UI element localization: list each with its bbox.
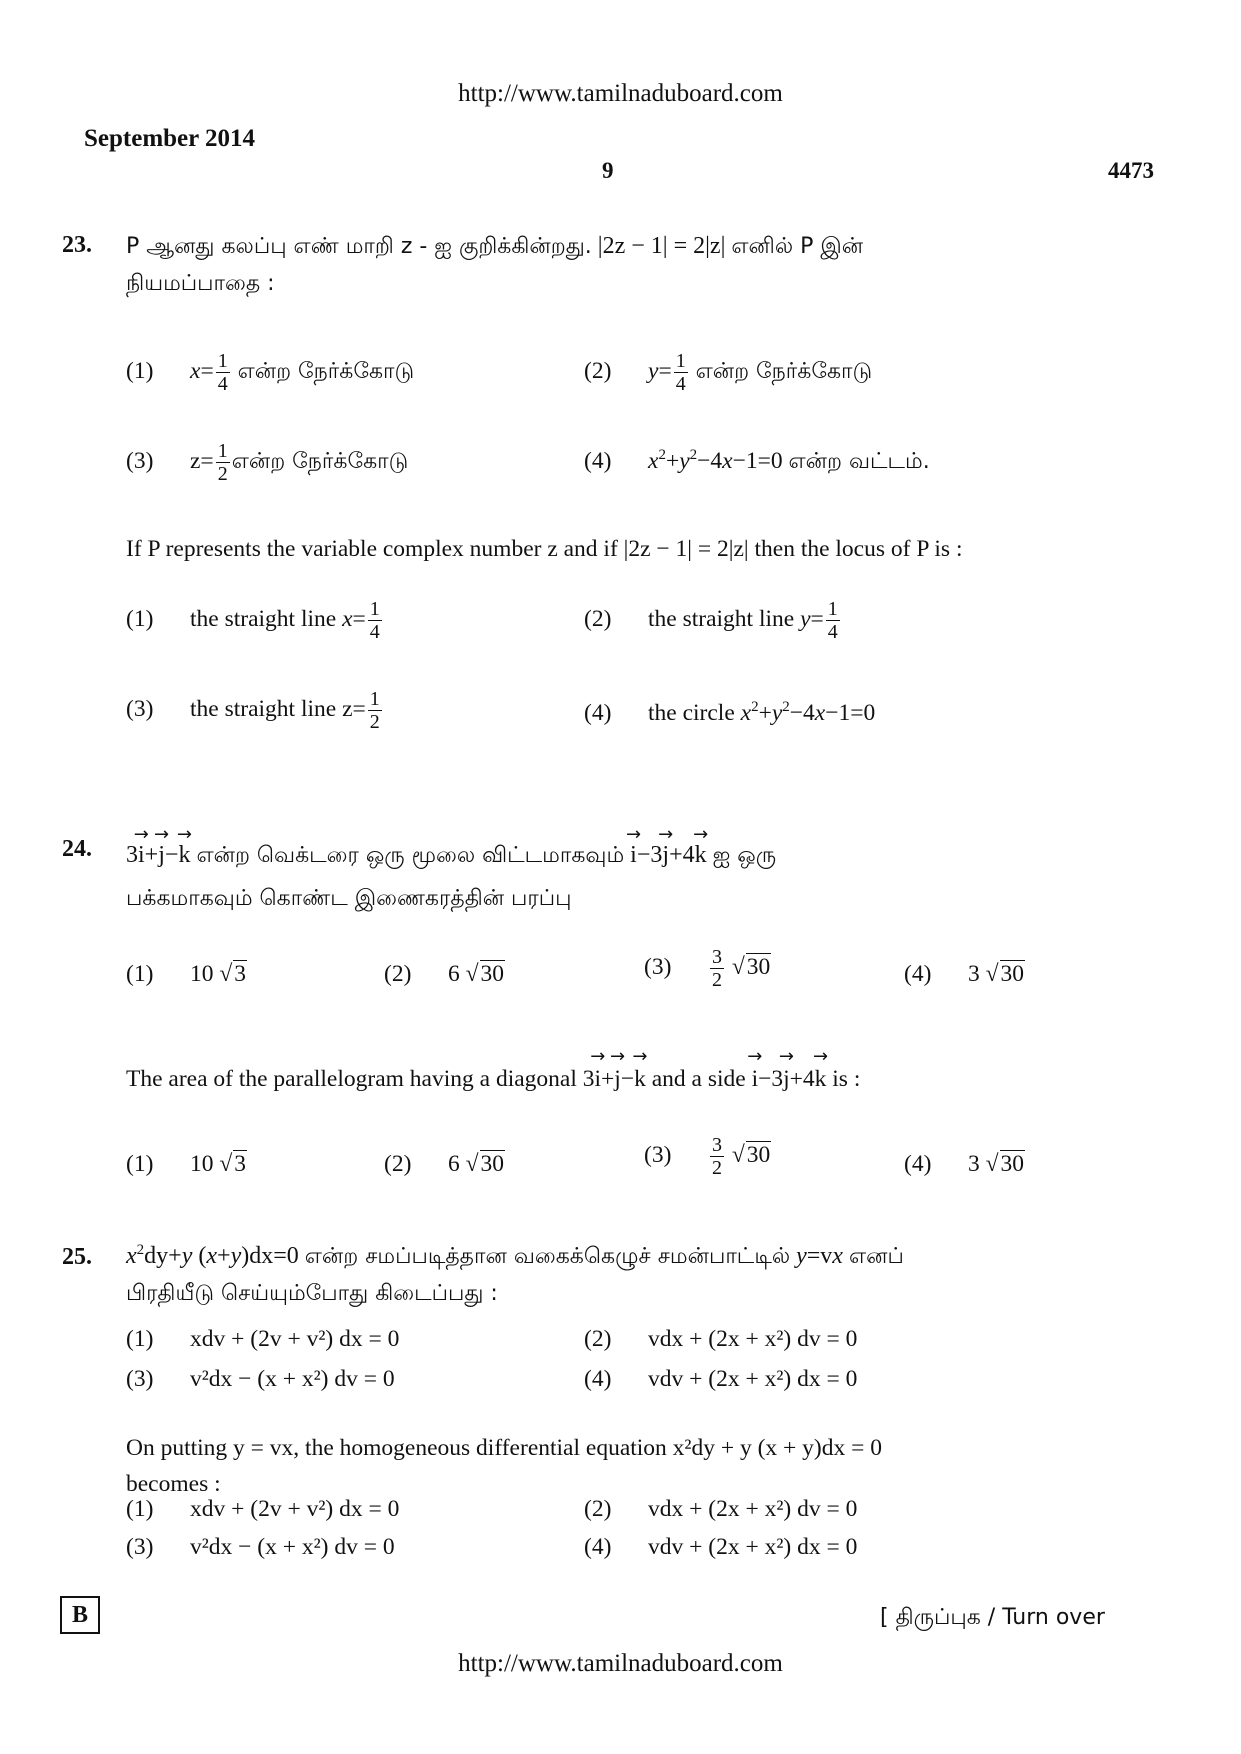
q23-tamil-pre: P ஆனது கலப்பு எண் மாறி z - ஐ குறிக்கின்றது. [126,234,592,259]
q25-english-option-2: (2) vdx + (2x + x²) dv = 0 [584,1496,858,1522]
q23-tamil-option-1: (1) x= $\frac{1}{4}$ என்ற நேர்க்கோடு [126,350,415,395]
q24-tamil-option-3: (3) $\frac{3}{2}$ √30 [644,946,771,991]
q25-english-option-3: (3) v²dx − (x + x²) dv = 0 [126,1534,395,1560]
q24-english-option-4: (4) 3 √30 [904,1151,1025,1177]
q23-english-option-3: (3) the straight line z= $\frac{1}{2}$ [126,688,380,733]
turn-over-note: [ திருப்புக / Turn over [880,1605,1105,1630]
q25-english-option-1: (1) xdv + (2v + v²) dx = 0 [126,1496,400,1522]
q23-english-stem: If P represents the variable complex number z and if |2z − 1| = 2|z| then the locus of P is : [126,536,963,562]
page-number: 9 [602,158,614,183]
q23-tamil-option-4: (4) $x^2+y^2-4x-1=0$ என்ற வட்டம். [584,447,930,474]
q25-tamil-option-2: (2) vdx + (2x + x²) dv = 0 [584,1326,858,1352]
q23-english-option-1: (1) the straight line x= $\frac{1}{4}$ [126,598,380,643]
q25-tamil-option-3: (3) v²dx − (x + x²) dv = 0 [126,1366,395,1392]
q24-english-option-2: (2) 6 √30 [384,1151,505,1177]
q25-tamil-stem: $x^2dy+y$ (x+y)dx=0 என்ற சமப்படித்தான வகைக்கெழுச் சமன்பாட்டில் y=vx எனப் பிரதியீடு செய்யும்போது கிடைப்பது : [126,1242,904,1306]
q25-number: 25. [62,1244,92,1270]
q24-number: 24. [62,836,92,862]
q24-english-option-3: (3) $\frac{3}{2}$ √30 [644,1134,771,1179]
q24-tamil-stem: 3→ i+→ j−→ k என்ற வெக்டரை ஒரு மூலை விட்டமாகவும் → i−3→ j+4→ k ஐ ஒரு பக்கமாகவும் கொண்ட இணைகரத்தின் பரப்பு [126,830,1126,920]
q24-tamil-option-2: (2) 6 √30 [384,961,505,987]
q24-tamil-option-4: (4) 3 √30 [904,961,1025,987]
q23-tamil-option-3: (3) z= $\frac{1}{2}$ என்ற நேர்க்கோடு [126,440,409,485]
q23-tamil-option-2: (2) y= $\frac{1}{4}$ என்ற நேர்க்கோடு [584,350,873,395]
booklet-letter-box: B [60,1596,100,1634]
q23-tamil-cond: |2z − 1| = 2|z| [597,233,726,259]
q23-tamil-post: எனில் P இன் [731,234,864,259]
footer-url: http://www.tamilnaduboard.com [458,1650,783,1677]
q23-tamil-line2: நியமப்பாதை : [126,271,275,296]
q23-english-option-4: (4) the circle $x^2+y^2-4x-1=0$ [584,699,876,726]
q23-english-option-2: (2) the straight line y= $\frac{1}{4}$ [584,598,838,643]
header-url: http://www.tamilnaduboard.com [458,80,783,107]
q23-number: 23. [62,232,92,258]
q25-english-option-4: (4) vdv + (2x + x²) dx = 0 [584,1534,858,1560]
q24-english-option-1: (1) 10 √3 [126,1151,247,1177]
q25-tamil-option-4: (4) vdv + (2x + x²) dx = 0 [584,1366,858,1392]
q24-english-stem: The area of the parallelogram having a diagonal 3→ i+→ j−→ k and a side → i−3→ j+4→ k is : [126,1062,860,1093]
exam-date: September 2014 [84,125,256,152]
q25-tamil-option-1: (1) xdv + (2v + v²) dx = 0 [126,1326,400,1352]
q23-tamil-stem [126,228,1126,302]
q24-tamil-option-1: (1) 10 √3 [126,961,247,987]
q25-english-stem: On putting y = vx, the homogeneous differential equation x²dy + y (x + y)dx = 0 becomes : [126,1435,883,1497]
paper-code: 4473 [1108,158,1154,183]
